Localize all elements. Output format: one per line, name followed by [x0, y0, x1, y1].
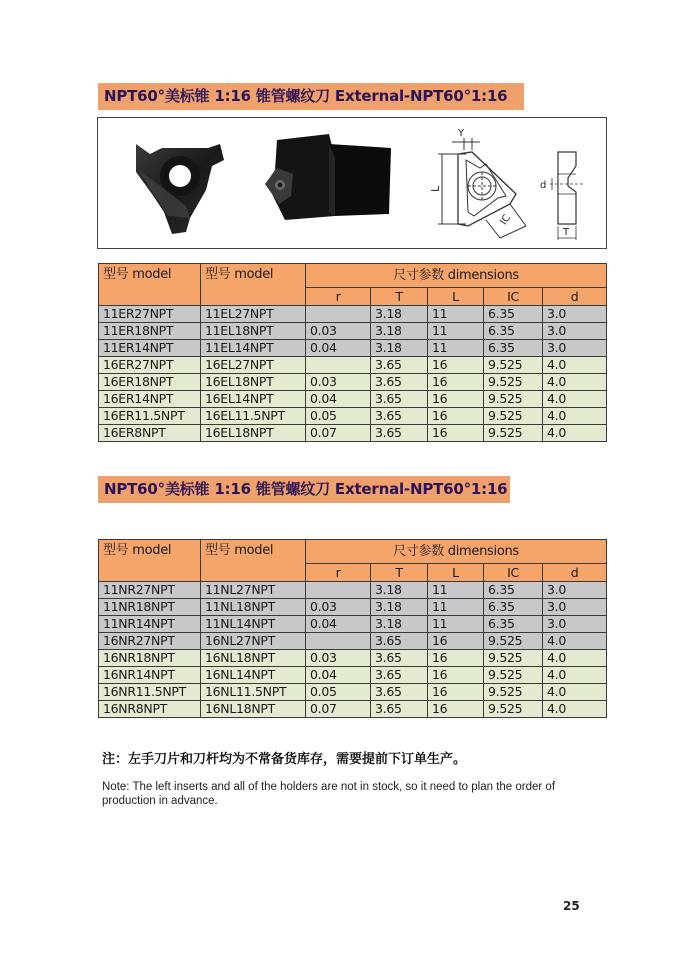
cell-l-value: 11 — [428, 599, 484, 616]
cell-d-value: 4.0 — [543, 391, 607, 408]
cell-model-right: 11ER27NPT — [99, 306, 201, 323]
cell-t-value: 3.18 — [371, 340, 428, 357]
header-l: L — [428, 288, 484, 306]
cell-ic-value: 9.525 — [484, 357, 543, 374]
cell-t-value: 3.65 — [371, 701, 428, 718]
cell-d-value: 3.0 — [543, 599, 607, 616]
cell-l-value: 16 — [428, 357, 484, 374]
cell-ic-value: 6.35 — [484, 582, 543, 599]
cell-ic-value: 6.35 — [484, 340, 543, 357]
header-r: r — [306, 288, 371, 306]
cell-d-value: 4.0 — [543, 633, 607, 650]
cell-model-right: 16ER14NPT — [99, 391, 201, 408]
cell-ic-value: 9.525 — [484, 701, 543, 718]
cell-ic-value: 9.525 — [484, 684, 543, 701]
cell-l-value: 16 — [428, 667, 484, 684]
cell-r-value: 0.03 — [306, 323, 371, 340]
cell-ic-value: 9.525 — [484, 408, 543, 425]
cell-ic-value: 9.525 — [484, 667, 543, 684]
table-row — [99, 391, 607, 408]
cell-d-value: 4.0 — [543, 357, 607, 374]
cell-model-left: 16NL18NPT — [201, 701, 306, 718]
cell-model-left: 16NL14NPT — [201, 667, 306, 684]
cell-model-right: 16NR11.5NPT — [99, 684, 201, 701]
cell-r-value: 0.07 — [306, 701, 371, 718]
cell-r-value — [306, 306, 371, 323]
cell-t-value: 3.65 — [371, 391, 428, 408]
cell-l-value: 16 — [428, 391, 484, 408]
table-row — [99, 408, 607, 425]
cell-model-left: 11NL14NPT — [201, 616, 306, 633]
cell-r-value: 0.04 — [306, 391, 371, 408]
cell-l-value: 16 — [428, 701, 484, 718]
cell-d-value: 4.0 — [543, 408, 607, 425]
header-model-right: 型号 model — [99, 264, 201, 306]
cell-t-value: 3.65 — [371, 408, 428, 425]
cell-model-right: 16ER11.5NPT — [99, 408, 201, 425]
table-row — [99, 425, 607, 442]
cell-r-value: 0.03 — [306, 374, 371, 391]
cell-r-value: 0.03 — [306, 650, 371, 667]
cell-l-value: 16 — [428, 633, 484, 650]
product-image-panel — [97, 117, 607, 249]
cell-model-left: 16EL18NPT — [201, 425, 306, 442]
label-t: T — [563, 227, 570, 238]
cell-model-right: 11NR14NPT — [99, 616, 201, 633]
cell-d-value: 3.0 — [543, 306, 607, 323]
cell-t-value: 3.65 — [371, 667, 428, 684]
cell-r-value — [306, 582, 371, 599]
cell-ic-value: 9.525 — [484, 650, 543, 667]
header-r: r — [306, 564, 371, 582]
cell-t-value: 3.18 — [371, 616, 428, 633]
label-ic: IC — [498, 212, 514, 228]
table-row — [99, 374, 607, 391]
cell-t-value: 3.65 — [371, 633, 428, 650]
header-model-left: 型号 model — [201, 264, 306, 306]
cell-d-value: 4.0 — [543, 701, 607, 718]
header-t: T — [371, 564, 428, 582]
table-body — [99, 582, 607, 718]
cell-t-value: 3.18 — [371, 582, 428, 599]
cell-l-value: 16 — [428, 425, 484, 442]
cell-model-right: 11NR27NPT — [99, 582, 201, 599]
cell-r-value: 0.05 — [306, 684, 371, 701]
cell-t-value: 3.18 — [371, 599, 428, 616]
table-row — [99, 357, 607, 374]
cell-model-left: 11EL18NPT — [201, 323, 306, 340]
insert-photo-icon — [128, 132, 228, 237]
cell-model-right: 11ER18NPT — [99, 323, 201, 340]
cell-d-value: 4.0 — [543, 425, 607, 442]
cell-r-value: 0.05 — [306, 408, 371, 425]
table-row — [99, 667, 607, 684]
side-dimension-drawing — [536, 148, 596, 243]
cell-ic-value: 6.35 — [484, 599, 543, 616]
header-ic: IC — [484, 564, 543, 582]
cell-model-left: 11NL27NPT — [201, 582, 306, 599]
cell-ic-value: 9.525 — [484, 633, 543, 650]
cell-r-value: 0.04 — [306, 667, 371, 684]
table-row — [99, 599, 607, 616]
cell-l-value: 11 — [428, 616, 484, 633]
header-model-left: 型号 model — [201, 540, 306, 582]
cell-d-value: 4.0 — [543, 650, 607, 667]
header-dimensions: 尺寸参数 dimensions — [306, 540, 607, 564]
header-ic: IC — [484, 288, 543, 306]
cell-model-left: 11NL18NPT — [201, 599, 306, 616]
cell-model-right: 16NR27NPT — [99, 633, 201, 650]
cell-model-right: 11NR18NPT — [99, 599, 201, 616]
spec-table-external-er — [98, 263, 607, 442]
cell-model-left: 16NL11.5NPT — [201, 684, 306, 701]
header-d: d — [543, 288, 607, 306]
cell-d-value: 4.0 — [543, 667, 607, 684]
label-d: d — [540, 180, 547, 191]
cell-r-value: 0.04 — [306, 340, 371, 357]
cell-r-value — [306, 357, 371, 374]
cell-model-left: 16EL14NPT — [201, 391, 306, 408]
table-row — [99, 306, 607, 323]
note-english: Note: The left inserts and all of the holders are not in stock, so it need to plan the order of production in advance. — [102, 781, 556, 807]
header-dimensions: 尺寸参数 dimensions — [306, 264, 607, 288]
label-l: L — [429, 185, 442, 192]
cell-model-right: 16NR14NPT — [99, 667, 201, 684]
table-row — [99, 616, 607, 633]
section-title-internal: NPT60°美标锥 1:16 锥管螺纹刀 External-NPT60°1:16 — [98, 476, 510, 503]
cell-t-value: 3.18 — [371, 323, 428, 340]
cell-l-value: 16 — [428, 374, 484, 391]
cell-l-value: 11 — [428, 340, 484, 357]
table-row — [99, 684, 607, 701]
cell-d-value: 3.0 — [543, 323, 607, 340]
cell-l-value: 11 — [428, 323, 484, 340]
cell-d-value: 3.0 — [543, 582, 607, 599]
cell-d-value: 3.0 — [543, 340, 607, 357]
label-y: Y — [458, 128, 465, 139]
cell-model-left: 16EL27NPT — [201, 357, 306, 374]
spec-table-external-nr — [98, 539, 607, 718]
cell-d-value: 3.0 — [543, 616, 607, 633]
cell-model-left: 16EL11.5NPT — [201, 408, 306, 425]
table-row — [99, 650, 607, 667]
cell-ic-value: 9.525 — [484, 425, 543, 442]
cell-ic-value: 9.525 — [484, 391, 543, 408]
header-t: T — [371, 288, 428, 306]
cell-l-value: 16 — [428, 684, 484, 701]
cell-d-value: 4.0 — [543, 684, 607, 701]
cell-d-value: 4.0 — [543, 374, 607, 391]
cell-model-right: 16ER8NPT — [99, 425, 201, 442]
table-row — [99, 582, 607, 599]
note-chinese: 注：左手刀片和刀杆均为不常备货库存，需要提前下订单生产。 — [102, 752, 467, 767]
table-row — [99, 323, 607, 340]
cell-l-value: 11 — [428, 582, 484, 599]
table-row — [99, 701, 607, 718]
cell-model-right: 16ER18NPT — [99, 374, 201, 391]
cell-t-value: 3.65 — [371, 374, 428, 391]
cell-model-left: 11EL27NPT — [201, 306, 306, 323]
cell-r-value: 0.03 — [306, 599, 371, 616]
cell-r-value: 0.07 — [306, 425, 371, 442]
cell-t-value: 3.65 — [371, 425, 428, 442]
page-number: 25 — [563, 899, 580, 913]
header-model-right: 型号 model — [99, 540, 201, 582]
cell-model-right: 11ER14NPT — [99, 340, 201, 357]
header-l: L — [428, 564, 484, 582]
cell-model-right: 16NR18NPT — [99, 650, 201, 667]
holder-photo-icon — [263, 130, 393, 230]
cell-t-value: 3.65 — [371, 650, 428, 667]
cell-model-right: 16ER27NPT — [99, 357, 201, 374]
cell-l-value: 16 — [428, 650, 484, 667]
insert-dimension-drawing — [428, 124, 538, 242]
cell-model-right: 16NR8NPT — [99, 701, 201, 718]
table-body — [99, 306, 607, 442]
cell-ic-value: 6.35 — [484, 323, 543, 340]
cell-t-value: 3.65 — [371, 357, 428, 374]
cell-t-value: 3.65 — [371, 684, 428, 701]
cell-r-value — [306, 633, 371, 650]
cell-model-left: 16EL18NPT — [201, 374, 306, 391]
section-title-external: NPT60°美标锥 1:16 锥管螺纹刀 External-NPT60°1:16 — [98, 83, 524, 110]
cell-ic-value: 6.35 — [484, 306, 543, 323]
table-row — [99, 633, 607, 650]
header-d: d — [543, 564, 607, 582]
cell-model-left: 16NL18NPT — [201, 650, 306, 667]
table-row — [99, 340, 607, 357]
cell-model-left: 11EL14NPT — [201, 340, 306, 357]
cell-t-value: 3.18 — [371, 306, 428, 323]
cell-ic-value: 9.525 — [484, 374, 543, 391]
cell-model-left: 16NL27NPT — [201, 633, 306, 650]
cell-r-value: 0.04 — [306, 616, 371, 633]
cell-l-value: 11 — [428, 306, 484, 323]
cell-l-value: 16 — [428, 408, 484, 425]
cell-ic-value: 6.35 — [484, 616, 543, 633]
